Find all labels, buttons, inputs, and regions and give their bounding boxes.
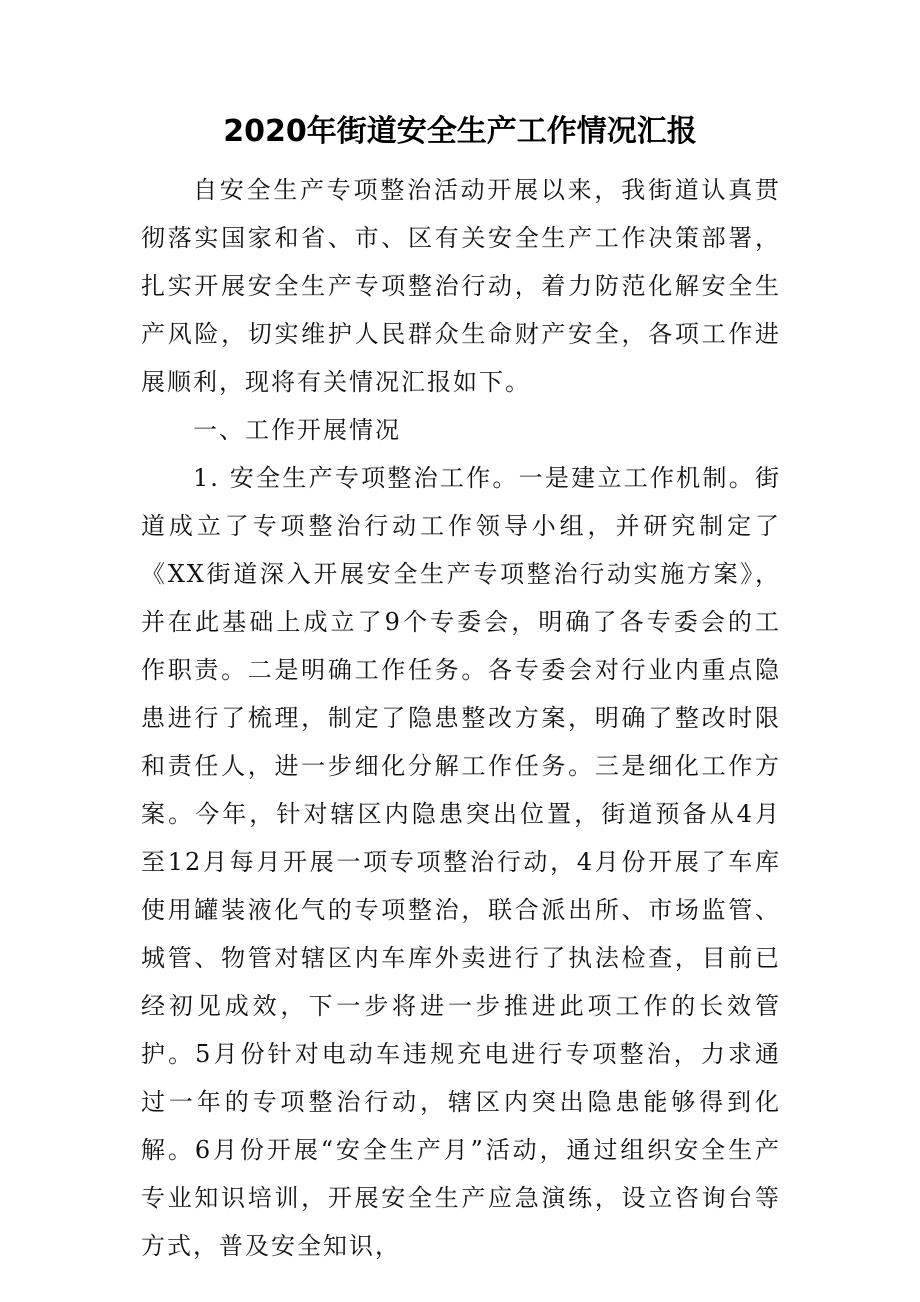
section-heading: 一、工作开展情况 <box>193 416 401 444</box>
document-body <box>141 166 781 1270</box>
intro-paragraph: 自安全生产专项整治活动开展以来，我街道认真贯彻落实国家和省、市、区有关安全生产工作决策部署，扎实开展安全生产专项整治行动，着力防范化解安全生产风险，切实维护人民群众生命财产安全，各项工作进展顺利，现将有关情况汇报如下。 <box>141 176 781 396</box>
document-title: 2020年街道安全生产工作情况汇报 <box>223 114 697 149</box>
work-detail-paragraph: 1. 安全生产专项整治工作。一是建立工作机制。街道成立了专项整治行动工作领导小组，并研究制定了《XX街道深入开展安全生产专项整治行动实施方案》，并在此基础上成立了9个专委会，明确了各专委会的工作职责。二是明确工作任务。各专委会对行业内重点隐患进行了梳理，制定了隐患整改方案，明确了整改时限和责任人，进一步细化分解工作任务。三是细化工作方案。今年，针对辖区内隐患突出位置，街道预备从4月至12月每月开展一项专项整治行动，4月份开展了车库使用罐装液化气的专项整治，联合派出所、市场监管、城管、物管对辖区内车库外卖进行了执法检查，目前已经初见成效，下一步将进一步推进此项工作的长效管护。5月份针对电动车违规充电进行专项整治，力求通过一年的专项整治行动，辖区内突出隐患能够得到化解。6月份开展“安全生产月”活动，通过组织安全生产专业知识培训，开展安全生产应急演练，设立咨询台等方式，普及安全知识， <box>141 464 781 1260</box>
